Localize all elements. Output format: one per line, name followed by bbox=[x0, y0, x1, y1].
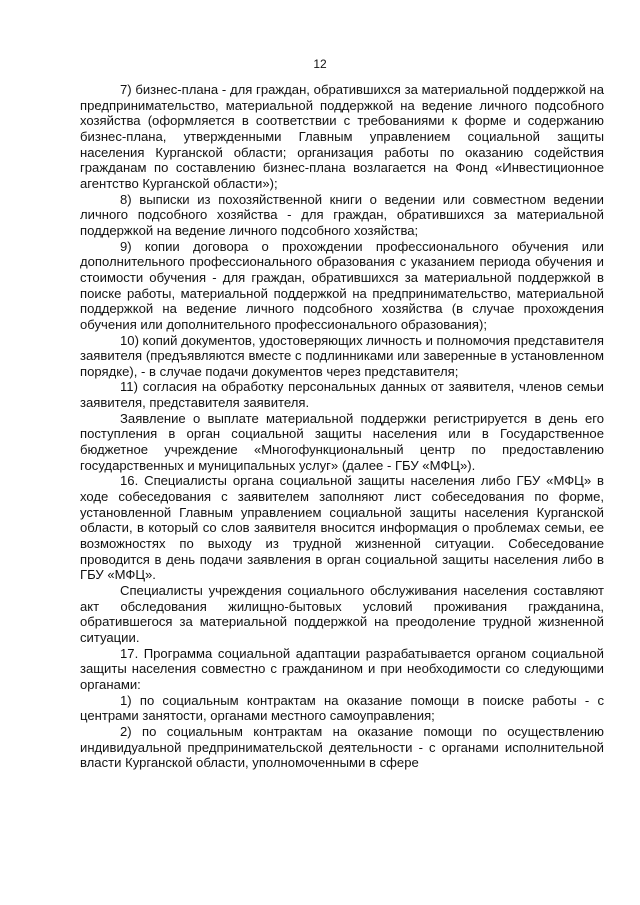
paragraph-item-10-identity-documents: 10) копий документов, удостоверяющих личность и полномочия представителя заявителя (предъявляются вместе с подлинниками или заверенные в установленном порядке), - в случае подачи документов через представителя; bbox=[80, 332, 605, 379]
document-body bbox=[80, 82, 604, 771]
paragraph-item-9-training-contract: 9) копии договора о прохождении профессионального обучения или дополнительного профессионального образования с указанием периода обучения и стоимости обучения - для граждан, обратившихся за материальной поддержкой в поиске работы, материальной поддержкой на предпринимательство, материальной поддержкой на ведение личного подсобного хозяйства (в случае прохождения обучения или дополнительного профессионального образования); bbox=[80, 238, 604, 332]
paragraph-item-11-personal-data-consent: 11) согласия на обработку персональных данных от заявителя, членов семьи заявителя, представителя заявителя. bbox=[80, 379, 604, 411]
paragraph-item-7-business-plan: 7) бизнес-плана - для граждан, обратившихся за материальной поддержкой на предпринимательство, материальной поддержкой на ведение личного подсобного хозяйства (оформляется в соответствии с требованиями к форме и содержанию бизнес-плана, утвержденными Главным управлением социальной защиты населения Курганской области; организация работы по оказанию содействия гражданам по составлению бизнес-плана возлагается на Фонд «Инвестиционное агентство Курганской области»); bbox=[80, 82, 604, 191]
paragraph-section-16-interview: 16. Специалисты органа социальной защиты населения либо ГБУ «МФЦ» в ходе собеседования с заявителем заполняют лист собеседования по форме, установленной Главным управлением социальной защиты населения Курганской области, в который со слов заявителя вносится информация о проблемах семьи, ее возможностях по выходу из трудной жизненной ситуации. Собеседование проводится в день подачи заявления в орган социальной защиты населения либо в ГБУ «МФЦ». bbox=[80, 473, 604, 583]
paragraph-item-1-job-search-contracts: 1) по социальным контрактам на оказание помощи в поиске работы - с центрами занятости, органами местного самоуправления; bbox=[80, 692, 604, 724]
page-number: 12 bbox=[313, 57, 327, 71]
paragraph-section-17-adaptation-program: 17. Программа социальной адаптации разрабатывается органом социальной защиты населения совместно с гражданином и при необходимости со следующими органами: bbox=[80, 645, 604, 692]
paragraph-inspection-act: Специалисты учреждения социального обслуживания населения составляют акт обследования жилищно-бытовых условий проживания гражданина, обратившегося за материальной поддержкой на преодоление трудной жизненной ситуации. bbox=[80, 583, 604, 645]
paragraph-item-8-household-book: 8) выписки из похозяйственной книги о ведении или совместном ведении личного подсобного хозяйства - для граждан, обратившихся за материальной поддержкой на ведение личного подсобного хозяйства; bbox=[80, 191, 604, 238]
paragraph-item-2-entrepreneurship-contracts: 2) по социальным контрактам на оказание помощи по осуществлению индивидуальной предпринимательской деятельности - с органами исполнительной власти Курганской области, уполномоченными в сфере bbox=[80, 723, 604, 771]
paragraph-application-registration: Заявление о выплате материальной поддержки регистрируется в день его поступления в орган социальной защиты населения или в Государственное бюджетное учреждение «Многофункциональный центр по предоставлению государственных и муниципальных услуг» (далее - ГБУ «МФЦ»). bbox=[80, 410, 604, 473]
